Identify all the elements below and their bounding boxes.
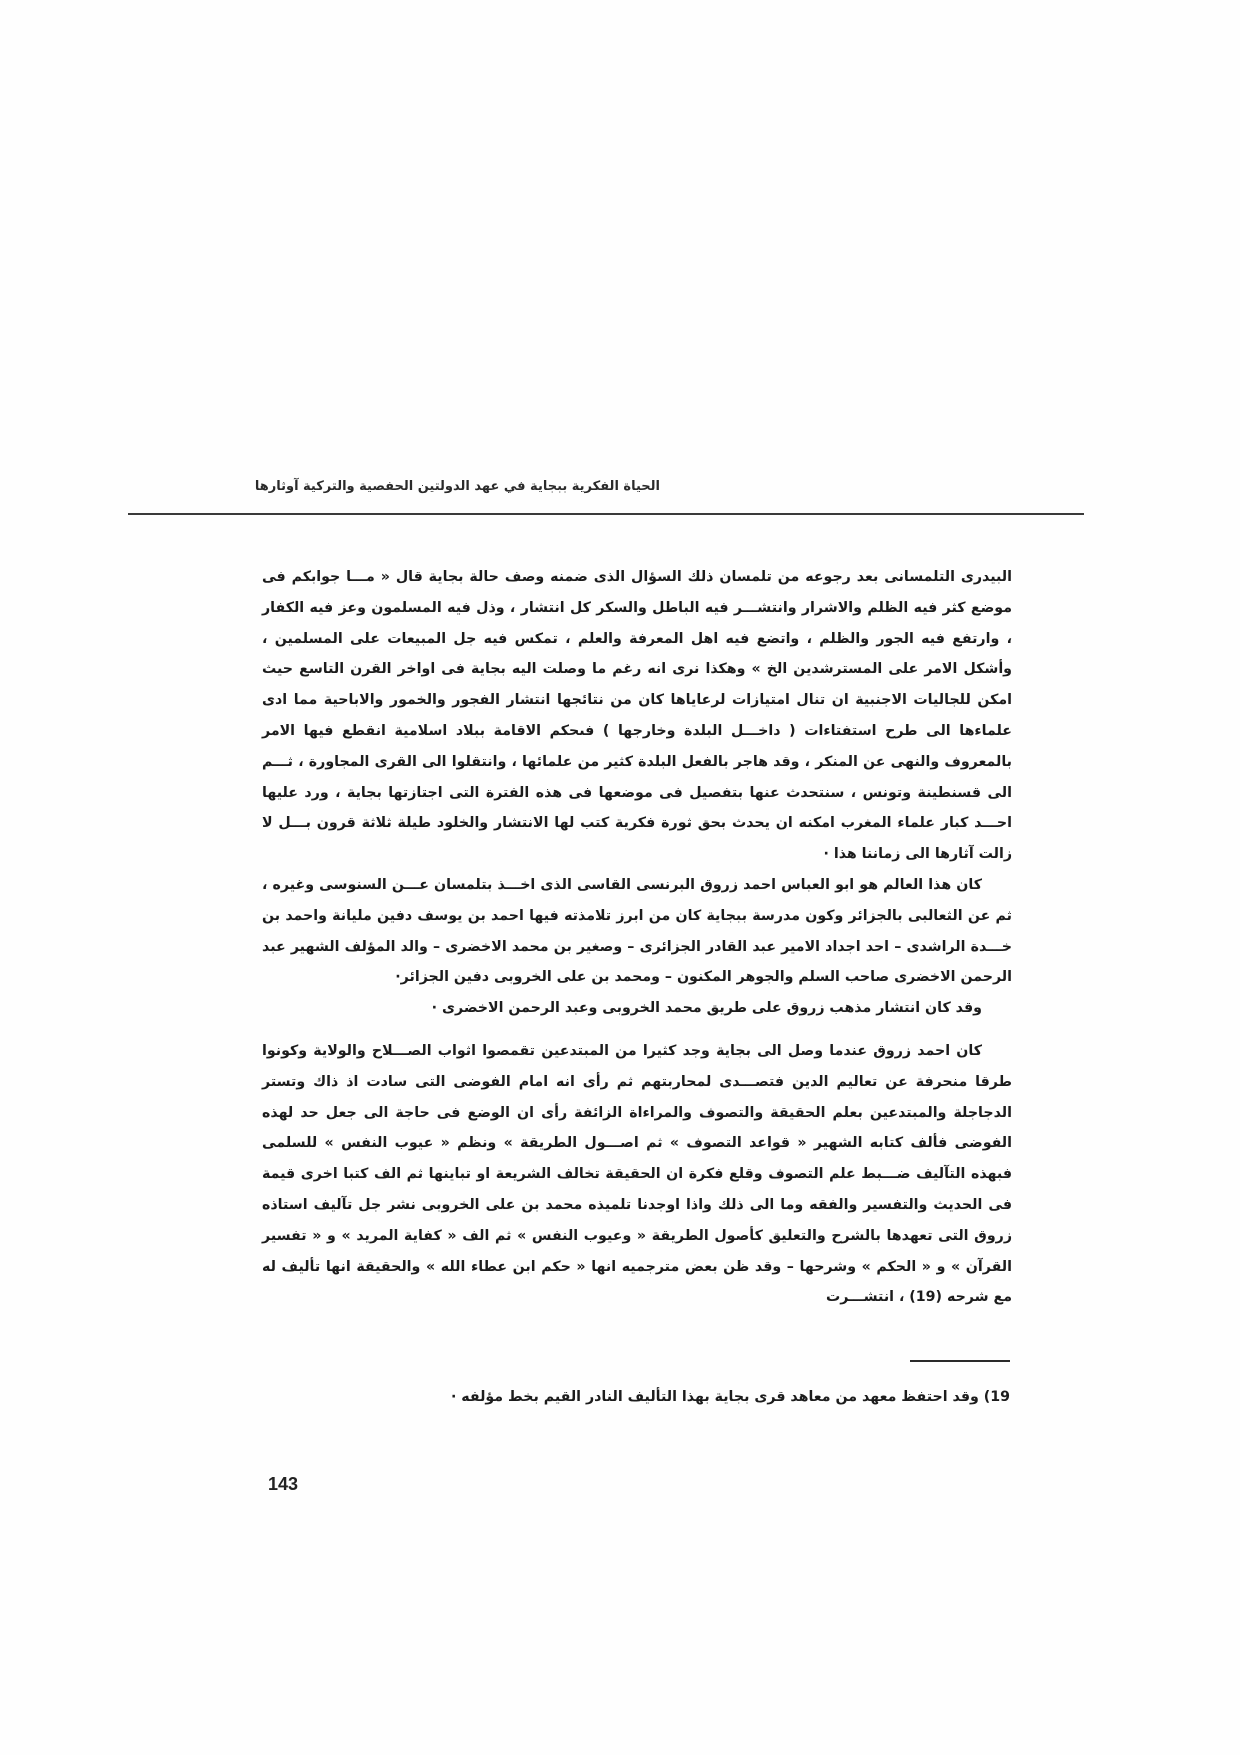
body-paragraph-2: كان هذا العالم هو ابو العباس احمد زروق البرنسى القاسى الذى اخـــذ بتلمسان عـــن السنوسى وغيره ، ثم عن الثعالبى بالجزائر وكون مدرسة ببجاية كان من ابرز تلامذته فيها احمد بن يوسف دفين مليانة واحمد بن خـــدة الراشدى – احد اجداد الامير عبد القادر الجزائرى – وصغير بن محمد الاخضرى – والد المؤلف الشهير عبد الرحمن الاخضرى صاحب السلم والجوهر المكنون – ومحمد بن على الخروبى دفين الجزائر· [262,876,1012,986]
footnote-divider [910,1360,1010,1362]
body-paragraph-1: البيدرى التلمسانى بعد رجوعه من تلمسان ذلك السؤال الذى ضمنه وصف حالة بجاية قال « مـــا جوابكم فى موضع كثر فيه الظلم والاشرار وانتشـــر فيه الباطل والسكر كل انتشار ، وذل فيه المسلمون وعز فيه الكفار ، وارتفع فيه الجور والظلم ، واتضع فيه اهل المعرفة والعلم ، تمكس فيه جل المبيعات على المسلمين ، وأشكل الامر على المسترشدين الخ » وهكذا نرى انه رغم ما وصلت اليه بجاية فى اواخر القرن التاسع حيث امكن للجاليات الاجنبية ان تنال امتيازات لرعاياها كان من نتائجها انتشار الفجور والخمور والاباحية مما ادى علماءها الى طرح استفتاءات ( داخـــل البلدة وخارجها ) فىحكم الاقامة ببلاد اسلامية انقطع فيها الامر بالمعروف والنهى عن المنكر ، وقد هاجر بالفعل البلدة كثير من علمائها ، وانتقلوا الى القرى المجاورة ، ثـــم الى قسنطينة وتونس ، سنتحدث عنها بتفصيل فى موضعها فى هذه الفترة التى اجتازتها بجاية ، ورد عليها احـــد كبار علماء المغرب امكنه ان يحدث بحق ثورة فكرية كتب لها الانتشار والخلود طيلة ثلاثة قرون بـــل لا زالت آثارها الى زماننا هذا · [262,569,1012,863]
page-number: 143 [268,1474,299,1494]
header-divider [128,513,1084,515]
running-header-title: الحياة الفكرية ببجاية في عهد الدولتين الحفصية والتركية آوثارها [254,479,660,494]
body-paragraph-3: وقد كان انتشار مذهب زروق على طريق محمد الخروبى وعبد الرحمن الاخضرى · [431,1000,982,1017]
body-paragraph-4: كان احمد زروق عندما وصل الى بجاية وجد كثيرا من المبتدعين تقمصوا اثواب الصـــلاح والولاية وكونوا طرقا منحرفة عن تعاليم الدين فتصـــدى لمحاربتهم ثم رأى انه امام الفوضى التى سادت اذ ذاك وتستر الدجاجلة والمبتدعين بعلم الحقيقة والتصوف والمراءاة الزائفة رأى ان الوضع فى حاجة الى جعل حد لهذه الفوضى فألف كتابه الشهير « قواعد التصوف » ثم اصـــول الطريقة » ونظم « عيوب النفس » للسلمى فبهذه التآليف ضـــبط علم التصوف وقلع فكرة ان الحقيقة تخالف الشريعة او تباينها ثم الف كتبا اخرى قيمة فى الحديث والتفسير والفقه وما الى ذلك واذا اوجدنا تلميذه محمد بن على الخروبى نشر جل تآليف استاذه زروق التى تعهدها بالشرح والتعليق كأصول الطريقة « وعيوب النفس » ثم الف « كفاية المريد » و « تفسير القرآن » و « الحكم » وشرحها – وقد ظن بعض مترجميه انها « حكم ابن عطاء الله » والحقيقة انها تأليف له مع شرحه (19) ، انتشـــرت [262,1042,1012,1306]
main-body-text [262,562,1012,1313]
footnote-19: 19) وقد احتفظ معهد من معاهد قرى بجاية بهذا التأليف النادر القيم بخط مؤلفه · [450,1389,1010,1405]
